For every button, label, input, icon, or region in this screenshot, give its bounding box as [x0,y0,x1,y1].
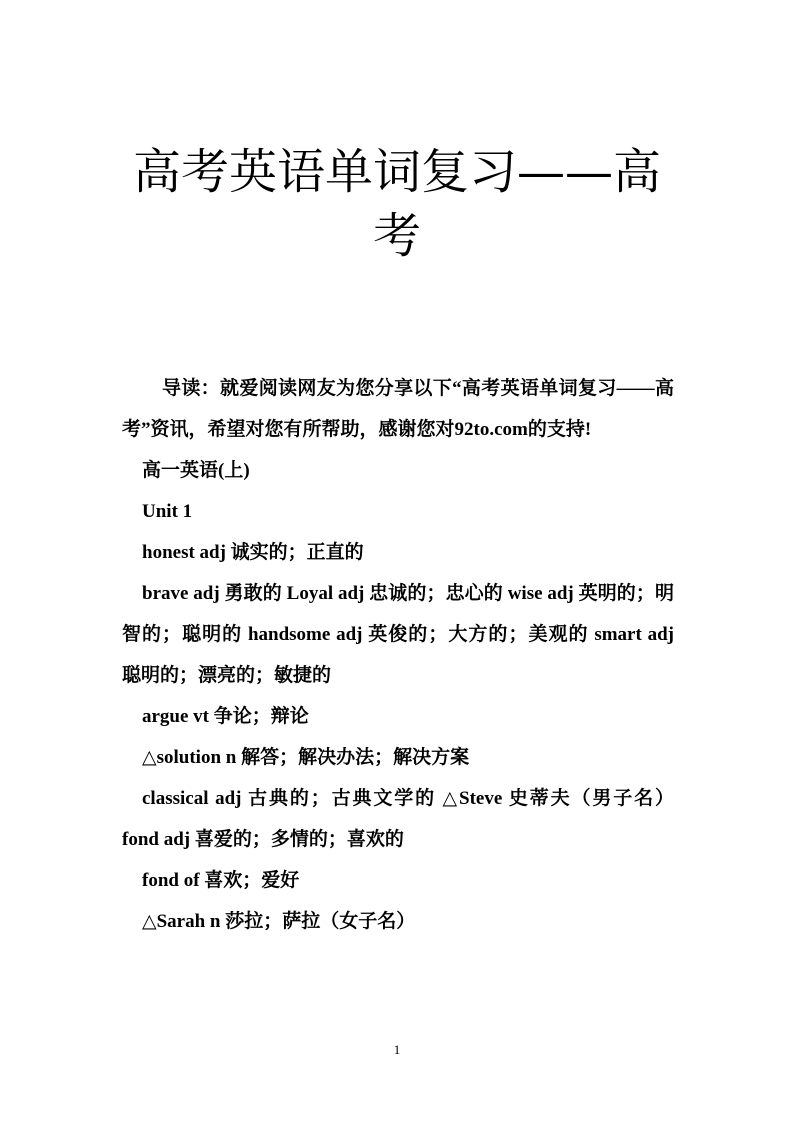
intro-paragraph: 导读：就爱阅读网友为您分享以下“高考英语单词复习——高考”资讯，希望对您有所帮助，感谢您对92to.com的支持! [122,378,674,440]
vocab-entry: argue vt 争论；辩论 [142,706,309,727]
vocab-entry: honest adj 诚实的；正直的 [142,542,364,563]
page-number: 1 [393,1042,401,1057]
section-heading: 高一英语(上) [142,460,250,481]
vocab-entry: △Sarah n 莎拉；萨拉（女子名） [142,911,416,932]
unit-heading: Unit 1 [142,501,193,522]
vocab-entry: fond of 喜欢；爱好 [142,870,300,891]
vocab-entry: classical adj 古典的；古典文学的 △Steve 史蒂夫（男子名） fond adj 喜爱的；多情的；喜欢的 [122,788,674,850]
vocab-entry: △solution n 解答；解决办法；解决方案 [142,747,470,768]
document-title: 高考英语单词复习——高考 [132,144,661,264]
vocab-entry: brave adj 勇敢的 Loyal adj 忠诚的；忠心的 wise adj 英明的；明智的；聪明的 handsome adj 英俊的；大方的；美观的 smart adj 聪明的；漂亮的；敏捷的 [122,583,674,686]
document-body [122,368,674,942]
